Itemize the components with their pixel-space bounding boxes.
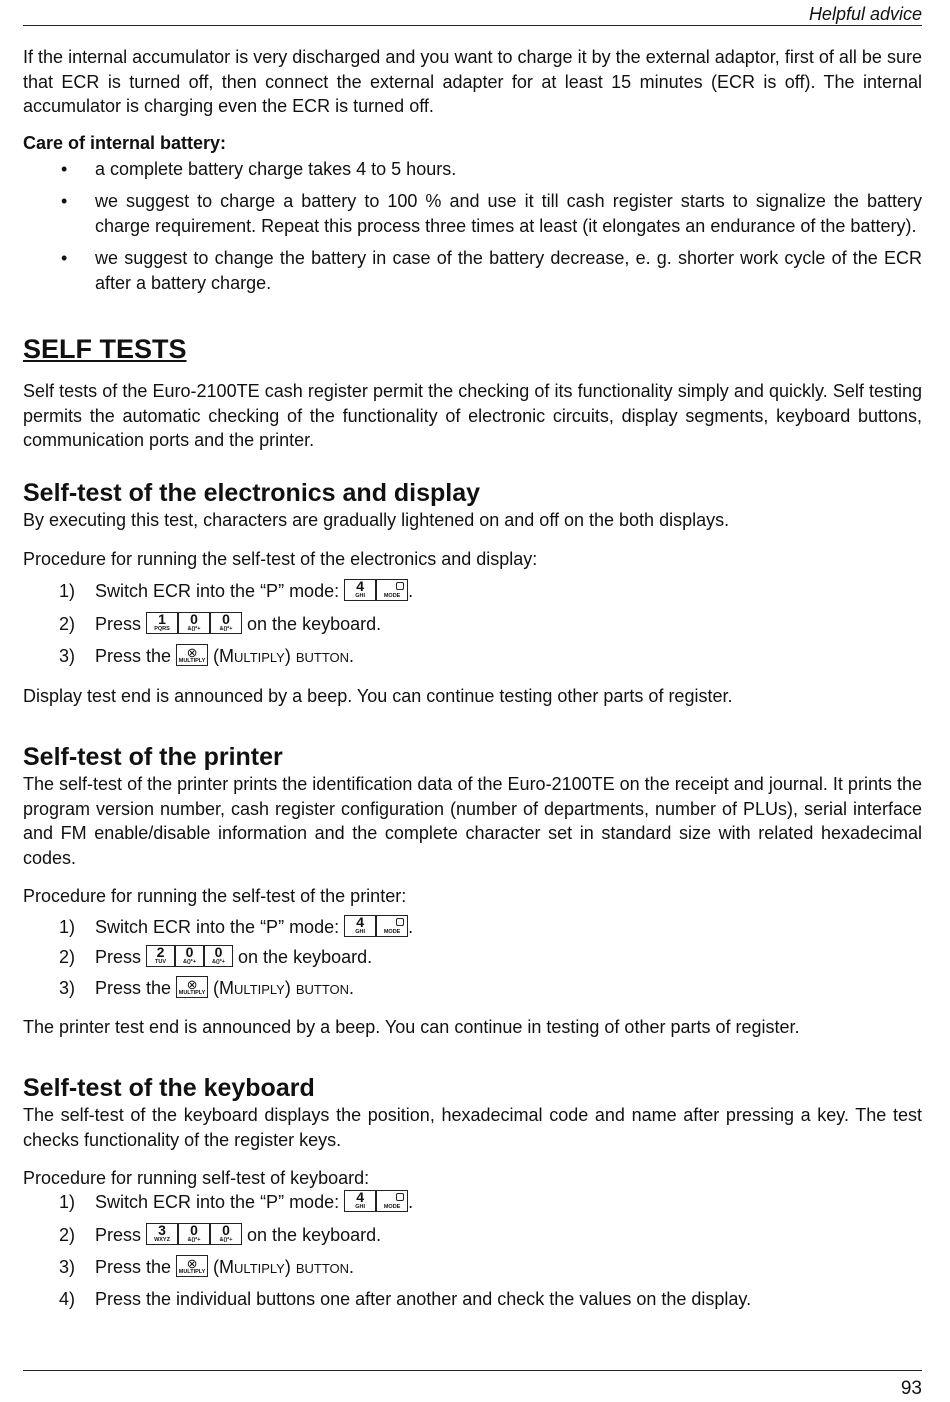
step: 1) Switch ECR into the “P” mode: 4 GHI MODE . bbox=[59, 914, 414, 937]
step: 1) Switch ECR into the “P” mode: 4 GHI MODE . bbox=[59, 578, 414, 601]
electronics-desc: By executing this test, characters are gradually lightened on and off on the both displays. bbox=[23, 510, 730, 530]
multiply-key-icon: ⊗ MULTIPLY bbox=[176, 976, 208, 998]
bullet: • bbox=[61, 248, 68, 268]
key-3-icon: 3 WXYZ bbox=[146, 1223, 178, 1245]
step: 2) Press 1 PQRS 0 &()*+ 0 &()*+ on the keyboard. bbox=[59, 610, 382, 634]
key-1-icon: 1 PQRS bbox=[146, 612, 178, 634]
key-4-icon: 4 GHI bbox=[344, 915, 376, 937]
key-0-icon: 0 &()*+ bbox=[210, 612, 242, 634]
key-2-icon: 2 TUV bbox=[146, 945, 175, 967]
electronics-steps bbox=[23, 579, 922, 677]
keyboard-procedure: Procedure for running self-test of keyboard: bbox=[23, 1168, 370, 1188]
step: 3) Press the ⊗ MULTIPLY (Multiply) button. bbox=[59, 977, 355, 998]
running-header: Helpful advice bbox=[808, 4, 922, 24]
list-item: • we suggest to change the battery in case of the battery decrease, e. g. shorter work cycle of the ECR after a battery charge. bbox=[61, 248, 922, 293]
printer-desc: The self-test of the printer prints the identification data of the Euro-2100TE on the receipt and journal. It prints the program version number, cash register configuration (number of departments, number of PLUs), serial interface and FM enable/disable information and the complete character set in standard size with related hexadecimal codes. bbox=[23, 774, 922, 868]
key-mode-icon: MODE bbox=[376, 1190, 408, 1212]
printer-steps bbox=[23, 915, 922, 1009]
bullet: • bbox=[61, 159, 68, 179]
multiply-key-icon: ⊗ MULTIPLY bbox=[176, 1255, 208, 1277]
list-item: • we suggest to charge a battery to 100 % and use it till cash register starts to signalize the battery charge requirement. Repeat this process three times at least (it elongates an endurance of the battery). bbox=[61, 191, 922, 236]
self-tests-paragraph: Self tests of the Euro-2100TE cash register permit the checking of its functionality simply and quickly. Self testing permits the automatic checking of the functionality of electronic circuits, display segments, keyboard buttons, communication ports and the printer. bbox=[23, 381, 922, 450]
keyboard-desc: The self-test of the keyboard displays the position, hexadecimal code and name after pressing a key. The test checks functionality of the register keys. bbox=[23, 1105, 922, 1150]
intro-paragraph: If the internal accumulator is very discharged and you want to charge it by the external adaptor, first of all be sure that ECR is turned off, then connect the external adapter for at least 15 minutes (ECR is off). The internal accumulator is charging even the ECR is turned off. bbox=[23, 47, 922, 116]
list-item: • a complete battery charge takes 4 to 5 hours. bbox=[23, 157, 922, 182]
electronics-procedure: Procedure for running the self-test of the electronics and display: bbox=[23, 549, 538, 569]
printer-heading: Self-test of the printer bbox=[23, 743, 283, 771]
step: 2) Press 2 TUV 0 &()*+ 0 &()*+ on the keyboard. bbox=[59, 944, 373, 967]
electronics-end: Display test end is announced by a beep. You can continue testing other parts of register. bbox=[23, 686, 733, 706]
section-title-self-tests: SELF TESTS bbox=[23, 334, 187, 364]
key-0-icon: 0 &()*+ bbox=[178, 612, 210, 634]
printer-procedure: Procedure for running the self-test of the printer: bbox=[23, 886, 407, 906]
page-number: 93 bbox=[900, 1378, 922, 1399]
electronics-heading: Self-test of the electronics and display bbox=[23, 479, 481, 507]
footer-rule bbox=[23, 1370, 922, 1371]
step: 1) Switch ECR into the “P” mode: 4 GHI MODE . bbox=[59, 1189, 414, 1212]
care-list bbox=[23, 157, 922, 303]
key-mode-icon: MODE bbox=[376, 915, 408, 937]
key-0-icon: 0 &()*+ bbox=[178, 1223, 210, 1245]
key-mode-icon: MODE bbox=[376, 579, 408, 601]
step: 2) Press 3 WXYZ 0 &()*+ 0 &()*+ on the keyboard. bbox=[59, 1221, 382, 1245]
key-0-icon: 0 &()*+ bbox=[210, 1223, 242, 1245]
step: 4) Press the individual buttons one after another and check the values on the display. bbox=[59, 1288, 752, 1309]
printer-end: The printer test end is announced by a beep. You can continue in testing of other parts of register. bbox=[23, 1017, 800, 1037]
multiply-key-icon: ⊗ MULTIPLY bbox=[176, 644, 208, 666]
keyboard-heading: Self-test of the keyboard bbox=[23, 1074, 315, 1102]
header-rule bbox=[23, 25, 922, 26]
key-0-icon: 0 &()*+ bbox=[175, 945, 204, 967]
key-0-icon: 0 &()*+ bbox=[204, 945, 233, 967]
step: 3) Press the ⊗ MULTIPLY (Multiply) button. bbox=[59, 1256, 355, 1277]
care-title: Care of internal battery: bbox=[23, 133, 227, 153]
key-4-icon: 4 GHI bbox=[344, 579, 376, 601]
keyboard-steps bbox=[23, 1190, 922, 1319]
key-4-icon: 4 GHI bbox=[344, 1190, 376, 1212]
step: 3) Press the ⊗ MULTIPLY (Multiply) button. bbox=[59, 645, 355, 666]
bullet: • bbox=[61, 191, 68, 211]
